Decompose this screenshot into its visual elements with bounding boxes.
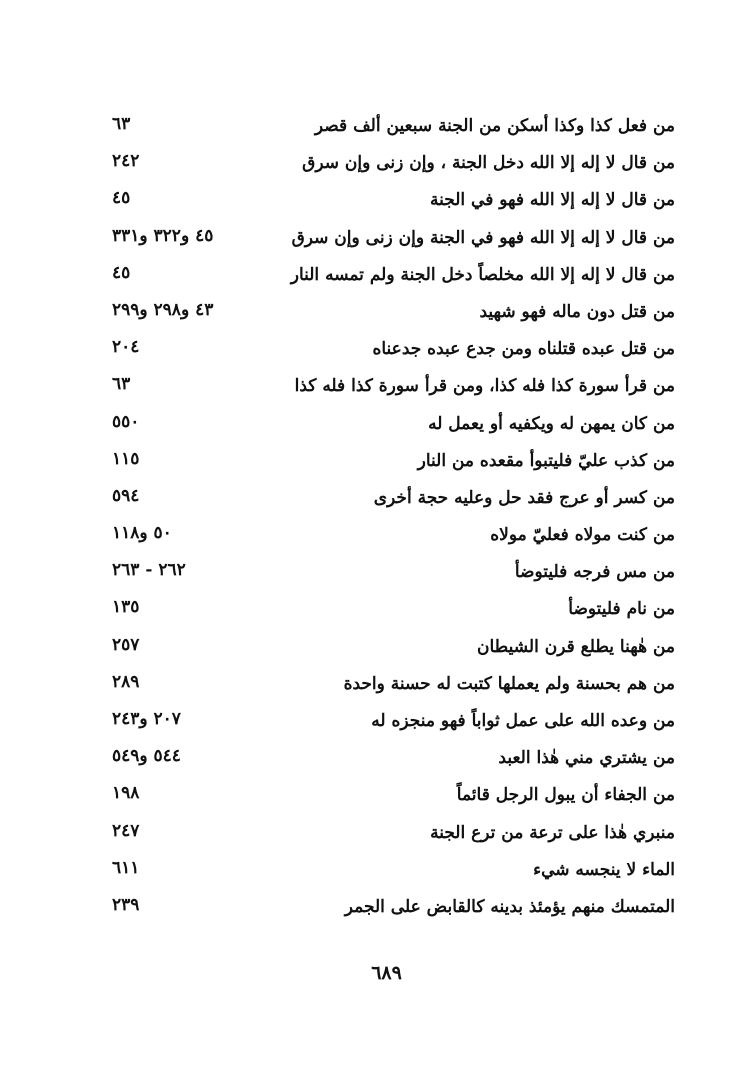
page-reference: ٢٠٤ — [112, 337, 140, 358]
index-entry — [100, 410, 675, 447]
index-entry — [100, 856, 675, 893]
index-entry — [100, 149, 675, 186]
index-entry — [100, 781, 675, 818]
hadith-text: من قال لا إله إلا الله فهو في الجنة وإن زنى وإن سرق — [291, 227, 675, 248]
hadith-text: من كنت مولاه فعليّ مولاه — [490, 525, 675, 546]
index-entry — [100, 707, 675, 744]
index-entry — [100, 633, 675, 670]
hadith-text: من فعل كذا وكذا أسكن من الجنة سبعين ألف قصر — [314, 116, 675, 136]
hadith-text: من كذب عليّ فليتبوأ مقعده من النار — [417, 450, 675, 471]
hadith-text: المتمسك منهم يؤمئذ بدينه كالقابض على الجمر — [344, 896, 675, 917]
hadith-text: من الجفاء أن يبول الرجل قائماً — [456, 785, 675, 806]
hadith-text: من وعده الله على عمل ثواباً فهو منجزه له — [371, 711, 675, 731]
hadith-text: الماء لا ينجسه شيء — [533, 859, 675, 880]
page-reference: ٢٥٧ — [112, 634, 140, 655]
page-reference: ٦١١ — [112, 857, 140, 878]
index-entry — [100, 447, 675, 484]
page-reference: ٢٦٢ - ٢٦٣ — [112, 560, 186, 581]
hadith-text: من كسر أو عرج فقد حل وعليه حجة أخرى — [373, 487, 675, 508]
index-entry — [100, 595, 675, 632]
hadith-text: من قال لا إله إلا الله مخلصاً دخل الجنة ولم تمسه النار — [290, 264, 675, 285]
hadith-text: من هم بحسنة ولم يعملها كتبت له حسنة واحدة — [343, 673, 675, 694]
page-reference: ٤٣ و٢٩٨ و٢٩٩ — [112, 299, 214, 320]
page-reference: ٤٥ و٣٢٢ و٣٣١ — [112, 225, 214, 246]
page-reference: ٥٤٤ و٥٤٩ — [112, 746, 181, 767]
page-reference: ٥٩٤ — [112, 485, 140, 506]
page-reference: ١١٥ — [112, 448, 140, 469]
page-reference: ٢٤٢ — [112, 151, 140, 172]
hadith-text: منبري هٰذا على ترعة من ترع الجنة — [430, 822, 675, 843]
index-entry — [100, 558, 675, 595]
hadith-text: من مس فرجه فليتوضأ — [514, 562, 675, 583]
page-reference: ٦٣ — [112, 114, 131, 134]
index-entry — [100, 670, 675, 707]
index-entry — [100, 224, 675, 261]
index-entry — [100, 819, 675, 856]
index-entry — [100, 112, 675, 149]
index-entry — [100, 893, 675, 930]
page-number: ٦٨٩ — [371, 962, 402, 984]
page-reference: ٥٥٠ — [112, 411, 140, 432]
index-entry — [100, 484, 675, 521]
index-entry — [100, 521, 675, 558]
page-reference: ٤٥ — [112, 262, 131, 283]
hadith-text: من قتل عبده قتلناه ومن جدع عبده جدعناه — [372, 339, 675, 360]
index-entry — [100, 744, 675, 781]
hadith-text: من قال لا إله إلا الله دخل الجنة ، وإن زنى وإن سرق — [302, 153, 675, 174]
index-entry — [100, 372, 675, 409]
page-reference: ٥٠ و١١٨ — [112, 523, 172, 544]
index-entry — [100, 298, 675, 335]
index-entry — [100, 261, 675, 298]
page-reference: ١٩٨ — [112, 783, 140, 804]
hadith-text: من هٰهنا يطلع قرن الشيطان — [477, 636, 675, 657]
page-reference: ٢٨٩ — [112, 671, 140, 692]
hadith-text: من قتل دون ماله فهو شهيد — [479, 301, 675, 322]
hadith-text: من يشتري مني هٰذا العبد — [498, 748, 675, 769]
page-reference: ٢٠٧ و٢٤٣ — [112, 709, 181, 729]
index-entry — [100, 186, 675, 223]
page-reference: ٤٥ — [112, 188, 131, 209]
hadith-index-list — [100, 112, 675, 930]
page-reference: ١٣٥ — [112, 597, 140, 618]
hadith-text: من كان يمهن له ويكفيه أو يعمل له — [428, 413, 675, 434]
page-reference: ٢٣٩ — [112, 894, 140, 915]
hadith-text: من نام فليتوضأ — [568, 599, 675, 620]
page-reference: ٦٣ — [112, 374, 131, 395]
hadith-text: من قال لا إله إلا الله فهو في الجنة — [430, 190, 675, 211]
hadith-text: من قرأ سورة كذا فله كذا، ومن قرأ سورة كذا فله كذا — [294, 376, 675, 397]
index-entry — [100, 335, 675, 372]
page-reference: ٢٤٧ — [112, 820, 140, 841]
